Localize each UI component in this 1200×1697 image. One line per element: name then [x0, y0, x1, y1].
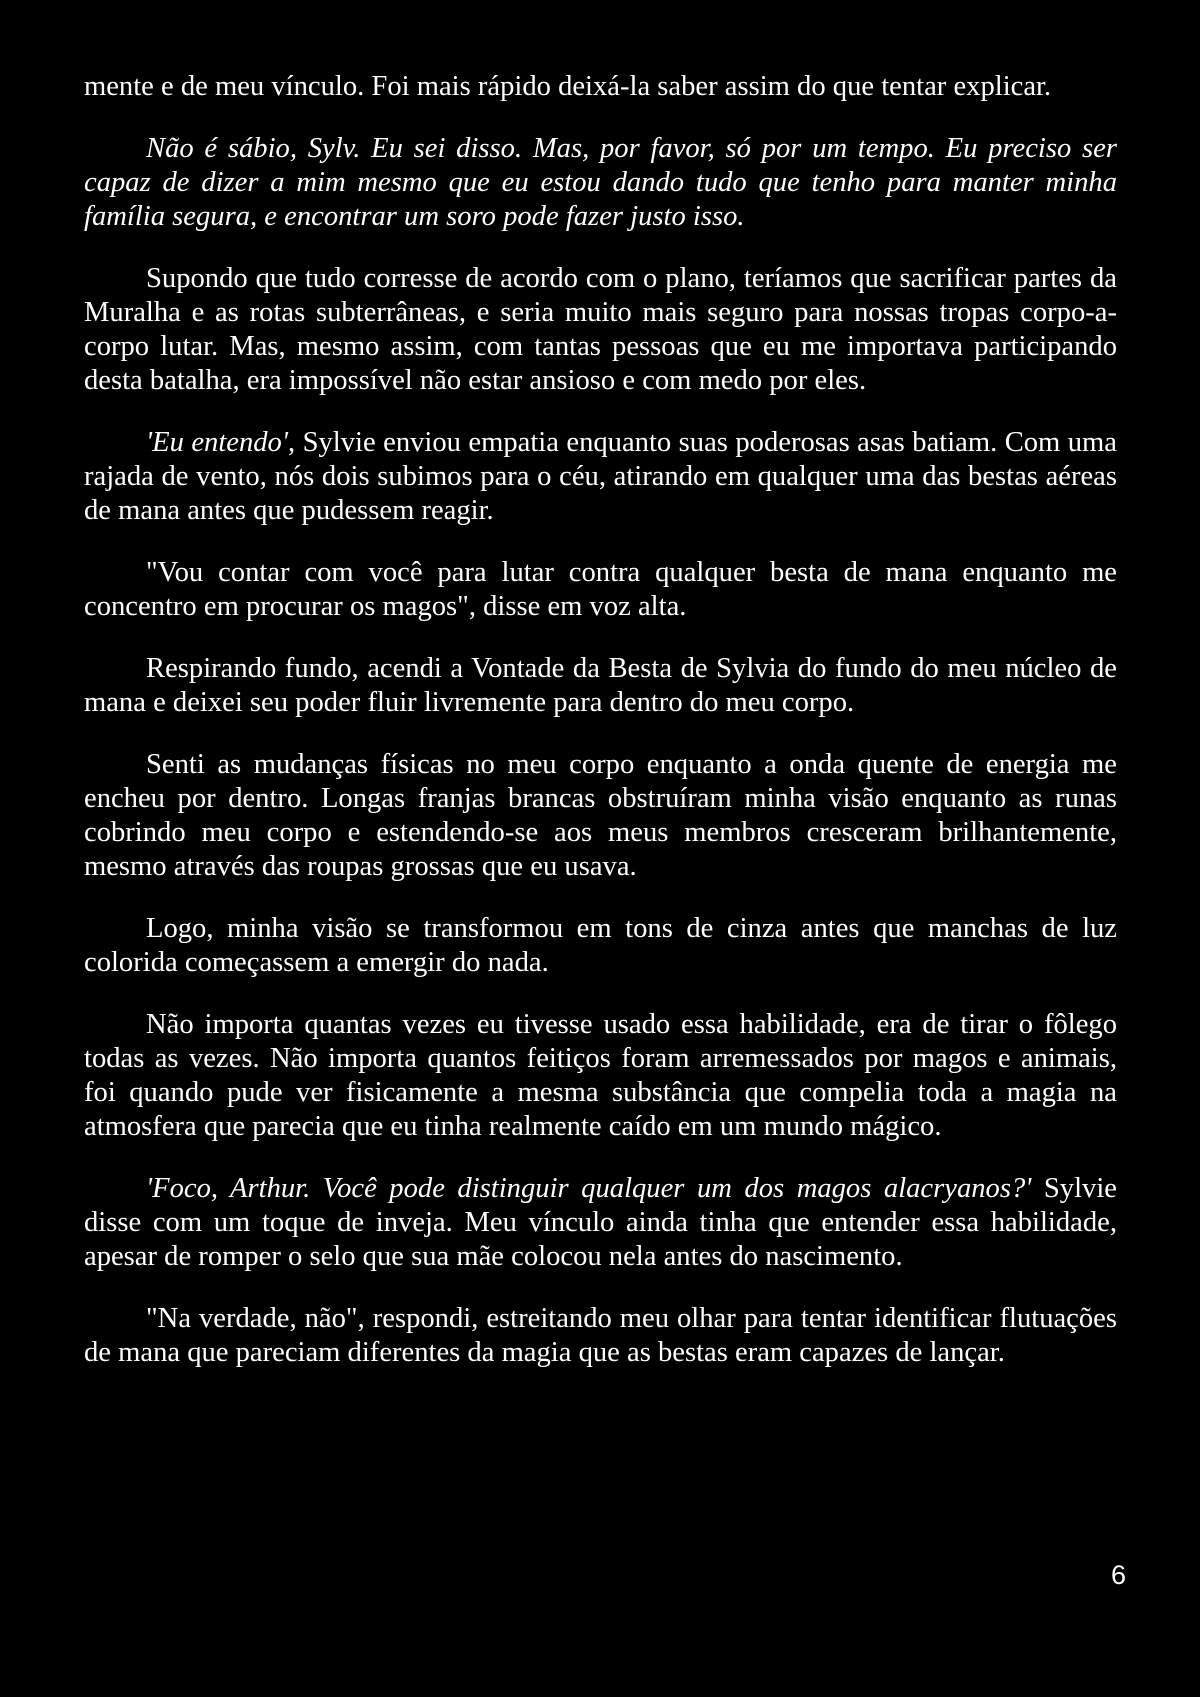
paragraph-10	[84, 1172, 1117, 1274]
paragraph-text: , Sylvie enviou empatia enquanto suas poderosas asas batiam. Com uma rajada de vento, nós dois subimos para o céu, atirando em qualquer uma das bestas aéreas de mana antes que pudessem reagir.	[84, 427, 1117, 526]
paragraph-text: "Na verdade, não", respondi, estreitando meu olhar para tentar identificar flutuações de mana que pareciam diferentes da magia que as bestas eram capazes de lançar.	[84, 1303, 1117, 1368]
document-page	[84, 70, 1117, 1398]
paragraph-text: Respirando fundo, acendi a Vontade da Besta de Sylvia do fundo do meu núcleo de mana e deixei seu poder fluir livremente para dentro do meu corpo.	[84, 653, 1117, 718]
paragraph-text: Senti as mudanças físicas no meu corpo enquanto a onda quente de energia me encheu por dentro. Longas franjas brancas obstruíram minha visão enquanto as runas cobrindo meu corpo e estendendo-se aos meus membros cresceram brilhantemente, mesmo através das roupas grossas que eu usava.	[84, 749, 1117, 882]
italic-thought: 'Foco, Arthur. Você pode distinguir qualquer um dos magos alacryanos?'	[146, 1173, 1032, 1204]
paragraph-3	[84, 262, 1117, 398]
page-number: 6	[1110, 1560, 1126, 1590]
paragraph-text: Sylvie disse com um toque de inveja. Meu vínculo ainda tinha que entender essa habilidade, apesar de romper o selo que sua mãe colocou nela antes do nascimento.	[84, 1173, 1117, 1272]
paragraph-2-thought	[84, 132, 1117, 234]
paragraph-4	[84, 426, 1117, 528]
paragraph-text: "Vou contar com você para lutar contra qualquer besta de mana enquanto me concentro em procurar os magos", disse em voz alta.	[84, 557, 1117, 622]
paragraph-8	[84, 912, 1117, 980]
italic-thought: 'Eu entendo'	[146, 427, 288, 458]
paragraph-9	[84, 1008, 1117, 1144]
paragraph-text: Não é sábio, Sylv. Eu sei disso. Mas, por favor, só por um tempo. Eu preciso ser capaz de dizer a mim mesmo que eu estou dando tudo que tenho para manter minha família segura, e encontrar um soro pode fazer justo isso.	[84, 133, 1117, 232]
paragraph-7	[84, 748, 1117, 884]
paragraph-text: Não importa quantas vezes eu tivesse usado essa habilidade, era de tirar o fôlego todas as vezes. Não importa quantos feitiços foram arremessados por magos e animais, foi quando pude ver fisicamente a mesma substância que compelia toda a magia na atmosfera que parecia que eu tinha realmente caído em um mundo mágico.	[84, 1009, 1117, 1142]
paragraph-1	[84, 70, 1117, 104]
paragraph-11	[84, 1302, 1117, 1370]
paragraph-text: Supondo que tudo corresse de acordo com o plano, teríamos que sacrificar partes da Muralha e as rotas subterrâneas, e seria muito mais seguro para nossas tropas corpo-a-corpo lutar. Mas, mesmo assim, com tantas pessoas que eu me importava participando desta batalha, era impossível não estar ansioso e com medo por eles.	[84, 263, 1117, 396]
paragraph-5	[84, 556, 1117, 624]
paragraph-text: mente e de meu vínculo. Foi mais rápido deixá-la saber assim do que tentar explicar.	[84, 71, 1052, 102]
paragraph-6	[84, 652, 1117, 720]
paragraph-text: Logo, minha visão se transformou em tons de cinza antes que manchas de luz colorida começassem a emergir do nada.	[84, 913, 1117, 978]
